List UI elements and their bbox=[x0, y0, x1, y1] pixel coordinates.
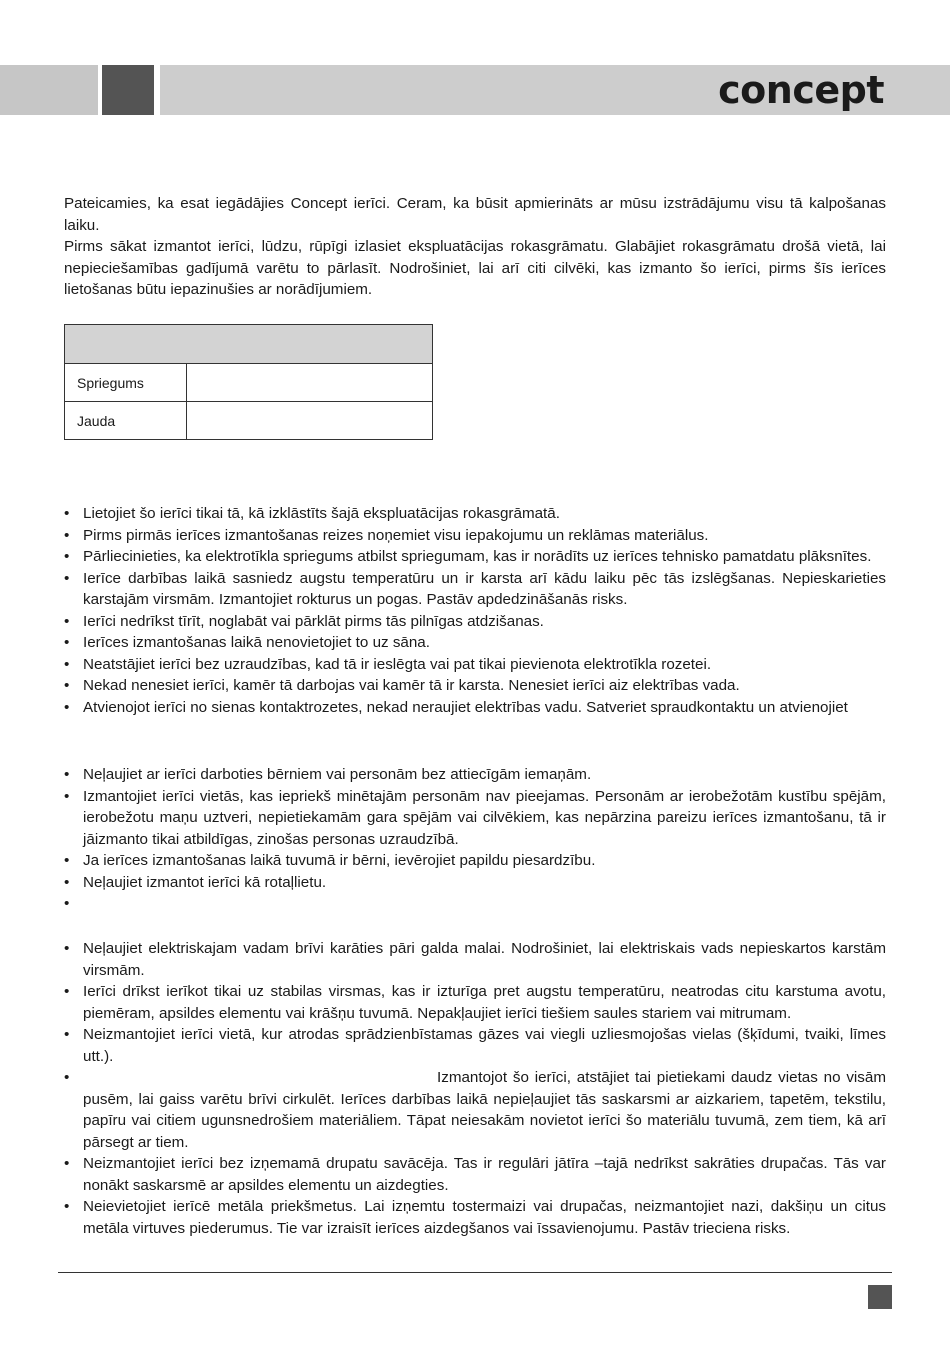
list-item: • Ierīci nedrīkst tīrīt, noglabāt vai pārklāt pirms tās pilnīgas atdzišanas. bbox=[64, 612, 544, 630]
list-item: • Izmantojiet ierīci vietās, kas iepriekš minētajām personām nav pieejamas. Personām ar ierobežotām kustību spējām, ierobežotu maņu uztveri, nepietiekamām gara spējām vai cilvēkiem, kas nepārzina pareizu ierīces izmantošanu, tā ir jāizmanto tikai atbildīgas, zinošas personas uzraudzībā. bbox=[64, 787, 886, 848]
list-item: • Ierīci drīkst ierīkot tikai uz stabilas virsmas, kas ir izturīga pret augstu temperatūru, neatrodas citu karstuma avotu, piemēram, apsildes elementu vai krāšņu tuvumā. Nepakļaujiet ierīci tiešiem saules stariem vai mitrumam. bbox=[64, 983, 886, 1022]
page-number-square bbox=[868, 1285, 892, 1309]
brand-logo: concept bbox=[718, 68, 884, 112]
list-item: • Neļaujiet elektriskajam vadam brīvi karāties pāri galda malai. Nodrošiniet, lai elektriskais vads nepieskartos karstām virsmām. bbox=[64, 940, 886, 979]
intro-paragraph-1: Pateicamies, ka esat iegādājies Concept ierīci. Ceram, ka būsit apmierināts ar mūsu izstrādājumu visu tā kalpošanas laiku. bbox=[64, 195, 886, 234]
list-item: • Izmantojot šo ierīci, atstājiet tai pietiekami daudz vietas no visām pusēm, lai gaiss varētu brīvi cirkulēt. Ierīces darbības laikā nepieļaujiet tās saskarsmi ar aizkariem, tapetēm, tekstilu, papīru vai citiem ugunsnedrošiem materiāliem. Tāpat neiesakām novietot ierīci šo materiālu tuvumā, zem tiem, kā arī pārsegt ar tiem. bbox=[64, 1069, 886, 1151]
list-item: • Neizmantojiet ierīci vietā, kur atrodas sprādzienbīstamas gāzes vai viegli uzliesmojošas vielas (šķīdumi, tvaiki, līmes utt.). bbox=[64, 1026, 886, 1065]
spec-table-row bbox=[65, 364, 433, 402]
list-item: • bbox=[64, 895, 70, 912]
spec-value-voltage bbox=[187, 364, 433, 402]
safety-list-1 bbox=[64, 503, 886, 718]
list-item: • Neatstājiet ierīci bez uzraudzības, kad tā ir ieslēgta vai pat tikai pievienota elektrotīkla rozetei. bbox=[64, 655, 712, 673]
list-item: • Atvienojot ierīci no sienas kontaktrozetes, nekad neraujiet elektrības vadu. Satveriet spraudkontaktu un atvienojiet bbox=[64, 698, 848, 716]
footer-divider bbox=[58, 1272, 892, 1273]
header-band-right bbox=[160, 65, 950, 115]
list-item: • Ierīces izmantošanas laikā nenovietojiet to uz sāna. bbox=[64, 634, 430, 651]
safety-list-2 bbox=[64, 764, 886, 915]
spec-table-header bbox=[65, 325, 433, 364]
list-item: • Neievietojiet ierīcē metāla priekšmetus. Lai izņemtu tostermaizi vai drupačas, neizmantojiet nazi, dakšiņu un citus metāla virtuves piederumus. Tie var izraisīt ierīces aizdegšanos vai īssavienojumu. Pastāv trieciena risks. bbox=[64, 1198, 886, 1237]
list-item: • Neizmantojiet ierīci bez izņemamā drupatu savācēja. Tas ir regulāri jātīra –tajā nedrīkst sakrāties drupačas. Tās var nonākt saskarsmē ar apsildes elementu un aizdegties. bbox=[64, 1155, 886, 1194]
header-section-square bbox=[102, 65, 154, 115]
spec-label-power: Jauda bbox=[65, 402, 187, 440]
spec-table-header-row bbox=[65, 325, 433, 364]
safety-list-3 bbox=[64, 938, 886, 1239]
list-item: • Neļaujiet izmantot ierīci kā rotaļlietu. bbox=[64, 873, 327, 891]
spec-table bbox=[64, 324, 433, 440]
header-band-left bbox=[0, 65, 98, 115]
list-item: • Pārliecinieties, ka elektrotīkla spriegums atbilst spriegumam, kas ir norādīts uz ierīces tehnisko pamatdatu plāksnītes. bbox=[64, 548, 872, 565]
list-item: • Ja ierīces izmantošanas laikā tuvumā ir bērni, ievērojiet papildu piesardzību. bbox=[64, 852, 596, 869]
list-item: • Nekad nenesiet ierīci, kamēr tā darbojas vai kamēr tā ir karsta. Nenesiet ierīci aiz elektrības vada. bbox=[64, 677, 740, 694]
list-item: • Pirms pirmās ierīces izmantošanas reizes noņemiet visu iepakojumu un reklāmas materiālus. bbox=[64, 526, 709, 544]
header-band bbox=[0, 65, 950, 115]
intro-paragraph-2: Pirms sākat izmantot ierīci, lūdzu, rūpīgi izlasiet ekspluatācijas rokasgrāmatu. Glabājiet rokasgrāmatu drošā vietā, lai nepieciešamības gadījumā varētu to pārlasīt. Nodrošiniet, lai arī citi cilvēki, kas izmanto šo ierīci, pirms šīs ierīces lietošanas būtu iepazinušies ar norādījumiem. bbox=[64, 238, 886, 298]
list-item: • Lietojiet šo ierīci tikai tā, kā izklāstīts šajā ekspluatācijas rokasgrāmatā. bbox=[64, 505, 560, 522]
spec-value-power bbox=[187, 402, 433, 440]
list-item: • Neļaujiet ar ierīci darboties bērniem vai personām bez attiecīgām iemaņām. bbox=[64, 766, 592, 783]
spec-label-voltage: Spriegums bbox=[65, 364, 187, 402]
spec-table-row bbox=[65, 402, 433, 440]
list-item: • Ierīce darbības laikā sasniedz augstu temperatūru un ir karsta arī kādu laiku pēc tās izslēgšanas. Nepieskarieties karstajām virsmām. Izmantojiet rokturus un pogas. Pastāv apdedzināšanās risks. bbox=[64, 569, 886, 608]
